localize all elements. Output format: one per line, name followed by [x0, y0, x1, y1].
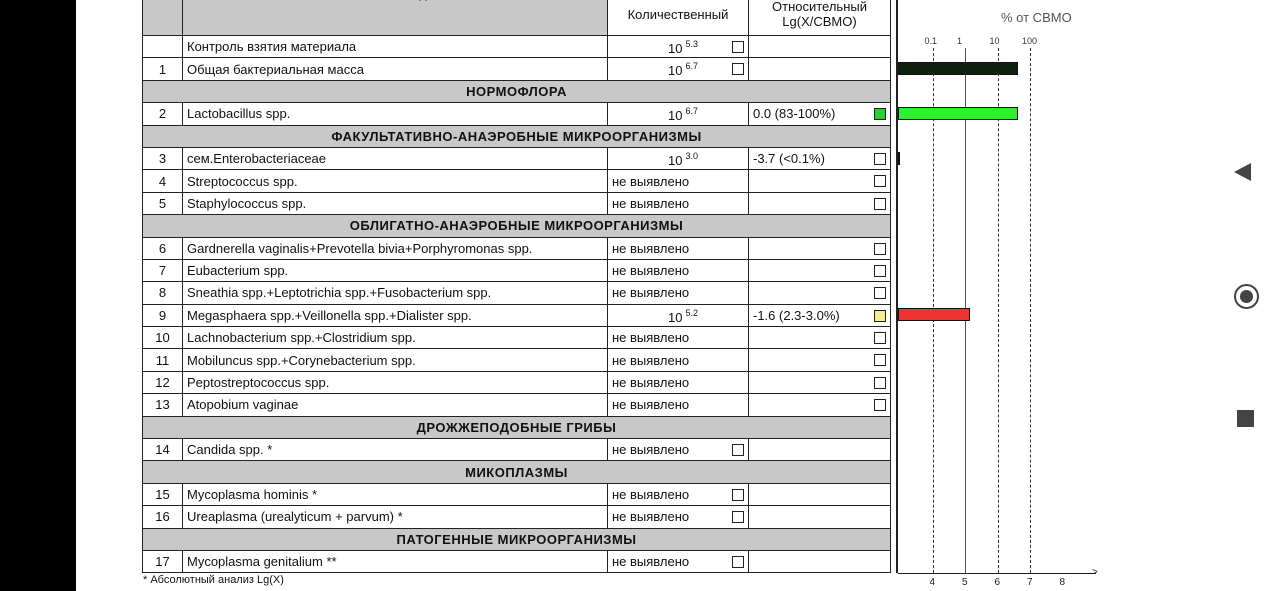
chart-axis-bottom	[898, 573, 1096, 574]
quantitative-cell	[608, 439, 749, 461]
not-detected-text: не выявлено	[612, 195, 690, 211]
chart-bottom-tick-label: 6	[994, 577, 1001, 588]
not-detected-text: не выявлено	[612, 285, 690, 301]
test-name: Mobiluncus spp.+Corynebacterium spp.	[183, 349, 608, 371]
quantitative-value: 10 $^{6.7}$	[668, 61, 698, 79]
test-name: Sneathia spp.+Leptotrichia spp.+Fusobacterium spp.	[183, 282, 608, 304]
row-number: 6	[143, 237, 183, 259]
row-number: 5	[143, 192, 183, 214]
row-number: 4	[143, 170, 183, 192]
not-detected-text: не выявлено	[612, 263, 690, 279]
row-number: 1	[143, 58, 183, 80]
relative-cell	[749, 282, 891, 304]
bar-chart	[896, 0, 1108, 591]
row-number: 17	[143, 550, 183, 572]
not-detected-text: не выявлено	[612, 397, 690, 413]
quantitative-cell	[608, 371, 749, 393]
header-name	[183, 0, 608, 36]
indicator-box	[874, 310, 886, 322]
table-row	[143, 550, 891, 572]
table-row	[143, 394, 891, 416]
quantitative-cell	[608, 483, 749, 505]
test-name: Staphylococcus spp.	[183, 192, 608, 214]
not-detected-text: не выявлено	[612, 442, 690, 458]
indicator-box	[874, 377, 886, 389]
row-number: 3	[143, 147, 183, 169]
row-number: 12	[143, 371, 183, 393]
relative-cell	[749, 550, 891, 572]
relative-cell	[749, 394, 891, 416]
relative-value: -1.6 (2.3-3.0%)	[753, 307, 840, 323]
table-row	[143, 371, 891, 393]
row-number: 10	[143, 327, 183, 349]
quantitative-cell	[608, 327, 749, 349]
test-name: Candida spp. *	[183, 439, 608, 461]
chart-bottom-tick-label: 8	[1059, 577, 1066, 588]
test-name: Megasphaera spp.+Veillonella spp.+Dialister spp.	[183, 304, 608, 326]
indicator-box	[732, 511, 744, 523]
indicator-box	[732, 444, 744, 456]
table-row	[143, 506, 891, 528]
quantitative-cell	[608, 506, 749, 528]
quantitative-cell	[608, 58, 749, 80]
chart-bar	[898, 152, 900, 165]
section-label: МИКОПЛАЗМЫ	[143, 461, 891, 483]
test-name: Mycoplasma hominis *	[183, 483, 608, 505]
chart-title: % от СВМО	[1001, 10, 1072, 25]
test-name: Mycoplasma genitalium **	[183, 550, 608, 572]
table-row	[143, 282, 891, 304]
recent-apps-icon[interactable]	[1237, 410, 1254, 427]
quantitative-value: 10 $^{3.0}$	[668, 150, 698, 168]
header-quantitative: Количественный	[608, 0, 749, 36]
test-name: Контроль взятия материала	[183, 36, 608, 58]
table-row	[143, 36, 891, 58]
table-row	[143, 349, 891, 371]
row-number: 11	[143, 349, 183, 371]
quantitative-cell	[608, 349, 749, 371]
quantitative-cell	[608, 170, 749, 192]
indicator-box	[874, 175, 886, 187]
section-header	[143, 125, 891, 147]
row-number: 14	[143, 439, 183, 461]
relative-cell	[749, 170, 891, 192]
indicator-box	[874, 287, 886, 299]
test-name: Lachnobacterium spp.+Clostridium spp.	[183, 327, 608, 349]
quantitative-cell	[608, 36, 749, 58]
row-number: 7	[143, 259, 183, 281]
table-row	[143, 304, 891, 326]
test-name: Ureaplasma (urealyticum + parvum) *	[183, 506, 608, 528]
indicator-box	[874, 332, 886, 344]
chart-gridline	[1030, 48, 1031, 573]
indicator-box	[732, 556, 744, 568]
chart-top-tick-label: 1	[957, 36, 963, 46]
chart-top-tick-label: 100	[1022, 36, 1038, 46]
section-header	[143, 461, 891, 483]
test-name: Общая бактериальная масса	[183, 58, 608, 80]
home-icon[interactable]	[1234, 284, 1259, 309]
indicator-box	[874, 354, 886, 366]
test-name: сем.Enterobacteriaceae	[183, 147, 608, 169]
chart-top-tick-label: 10	[989, 36, 1000, 46]
section-header	[143, 528, 891, 550]
footnote: * Абсолютный анализ Lg(X)	[143, 574, 284, 586]
section-label: ОБЛИГАТНО-АНАЭРОБНЫЕ МИКРООРГАНИЗМЫ	[143, 215, 891, 237]
not-detected-text: не выявлено	[612, 173, 690, 189]
section-label: ФАКУЛЬТАТИВНО-АНАЭРОБНЫЕ МИКРООРГАНИЗМЫ	[143, 125, 891, 147]
test-name: Peptostreptococcus spp.	[183, 371, 608, 393]
quantitative-value: 10 $^{5.3}$	[668, 39, 698, 56]
chart-bar	[898, 62, 1018, 75]
quantitative-cell	[608, 550, 749, 572]
relative-cell	[749, 147, 891, 169]
section-header	[143, 416, 891, 438]
test-name: Streptococcus spp.	[183, 170, 608, 192]
relative-value: -3.7 (<0.1%)	[753, 151, 825, 167]
quantitative-cell	[608, 282, 749, 304]
relative-cell	[749, 192, 891, 214]
chart-bottom-tick-label: 7	[1027, 577, 1033, 588]
quantitative-cell	[608, 394, 749, 416]
axis-arrow-icon: >	[1092, 567, 1098, 578]
indicator-box	[874, 153, 886, 165]
row-number	[143, 36, 183, 58]
quantitative-cell	[608, 147, 749, 169]
table-row	[143, 103, 891, 125]
relative-cell	[749, 349, 891, 371]
header-relative: Относительный Lg(X/СВМО)	[749, 0, 891, 36]
indicator-box	[874, 108, 886, 120]
relative-cell	[749, 58, 891, 80]
quantitative-cell	[608, 103, 749, 125]
row-number: 13	[143, 394, 183, 416]
quantitative-cell	[608, 192, 749, 214]
results-table	[142, 0, 891, 573]
indicator-box	[732, 63, 744, 75]
relative-cell	[749, 439, 891, 461]
not-detected-text: не выявлено	[612, 554, 690, 570]
not-detected-text: не выявлено	[612, 330, 690, 346]
indicator-box	[732, 489, 744, 501]
test-name: Lactobacillus spp.	[183, 103, 608, 125]
not-detected-text: не выявлено	[612, 240, 690, 256]
row-number: 9	[143, 304, 183, 326]
relative-cell	[749, 327, 891, 349]
chart-bar	[898, 308, 970, 321]
chart-bottom-tick-label: 4	[929, 577, 936, 588]
table-row	[143, 439, 891, 461]
quantitative-value: 10 $^{5.2}$	[668, 307, 698, 325]
table-row	[143, 327, 891, 349]
chart-bar	[898, 107, 1018, 120]
table-row	[143, 147, 891, 169]
table-row	[143, 192, 891, 214]
table-row	[143, 237, 891, 259]
table-row	[143, 259, 891, 281]
row-number: 16	[143, 506, 183, 528]
section-label: НОРМОФЛОРА	[143, 80, 891, 102]
relative-cell	[749, 259, 891, 281]
section-header	[143, 80, 891, 102]
quantitative-cell	[608, 259, 749, 281]
relative-cell	[749, 237, 891, 259]
relative-cell	[749, 506, 891, 528]
indicator-box	[732, 41, 744, 53]
indicator-box	[874, 265, 886, 277]
section-header	[143, 215, 891, 237]
test-name: Gardnerella vaginalis+Prevotella bivia+Porphyromonas spp.	[183, 237, 608, 259]
chart-top-tick-label: 0.1	[924, 36, 938, 46]
quantitative-value: 10 $^{6.7}$	[668, 106, 698, 124]
quantitative-cell	[608, 304, 749, 326]
section-label: ПАТОГЕННЫЕ МИКРООРГАНИЗМЫ	[143, 528, 891, 550]
back-icon[interactable]	[1234, 163, 1251, 181]
row-number: 8	[143, 282, 183, 304]
row-number: 2	[143, 103, 183, 125]
not-detected-text: не выявлено	[612, 352, 690, 368]
indicator-box	[874, 198, 886, 210]
test-name: Eubacterium spp.	[183, 259, 608, 281]
table-row	[143, 483, 891, 505]
relative-value: 0.0 (83-100%)	[753, 106, 836, 122]
section-label: ДРОЖЖЕПОДОБНЫЕ ГРИБЫ	[143, 416, 891, 438]
test-name: Atopobium vaginae	[183, 394, 608, 416]
chart-gridline	[998, 48, 999, 573]
not-detected-text: не выявлено	[612, 487, 690, 502]
chart-axis-left	[896, 0, 898, 573]
chart-bottom-tick-label: 5	[962, 577, 968, 588]
relative-cell	[749, 103, 891, 125]
relative-cell	[749, 36, 891, 58]
relative-cell	[749, 304, 891, 326]
relative-cell	[749, 483, 891, 505]
row-number: 15	[143, 483, 183, 505]
header-number	[143, 0, 183, 36]
table-row	[143, 170, 891, 192]
not-detected-text: не выявлено	[612, 375, 690, 391]
relative-cell	[749, 371, 891, 393]
quantitative-cell	[608, 237, 749, 259]
indicator-box	[874, 243, 886, 255]
not-detected-text: не выявлено	[612, 509, 690, 525]
table-row	[143, 58, 891, 80]
indicator-box	[874, 399, 886, 411]
